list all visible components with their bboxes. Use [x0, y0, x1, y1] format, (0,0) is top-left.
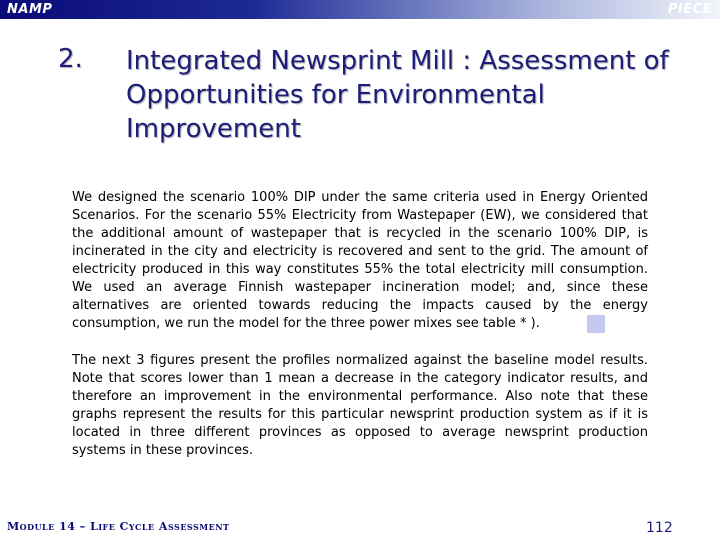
slide-title: Integrated Newsprint Mill : Assessment of Opportunities for Environmental Improvement [126, 46, 669, 144]
body-paragraph-2: The next 3 figures present the profiles normalized against the baseline model results. Note that scores lower than 1 mean a decrease in the category indicator results, and therefore an improvement in the environmental performance. Also note that these graphs represent the results for this particular newsprint production system as if it is located in three different provinces as opposed to average newsprint production systems in these provinces. [72, 353, 648, 458]
body-paragraph-1: We designed the scenario 100% DIP under the same criteria used in Energy Oriented Scenarios. For the scenario 55% Electricity from Wastepaper (EW), we considered that the additional amount of wastepaper that is recycled in the scenario 100% DIP, is incinerated in the city and electricity is recovered and sent to the grid. The amount of electricity produced in this way constitutes 55% the total electricity mill consumption. We used an average Finnish wastepaper incineration model; and, since these alternatives are oriented towards reducing the impacts caused by the energy consumption, we run the model for the three power mixes see table * ). [72, 190, 648, 331]
header-bar [0, 0, 720, 19]
piece-logo: PIECE [667, 2, 712, 17]
page-number: 112 [646, 520, 673, 536]
placeholder-square [587, 315, 605, 333]
footer-module-title: Module 14 – Life Cycle Assessment [7, 520, 230, 533]
slide-number: 2. [58, 44, 83, 74]
namp-logo: NAMP [7, 2, 53, 17]
